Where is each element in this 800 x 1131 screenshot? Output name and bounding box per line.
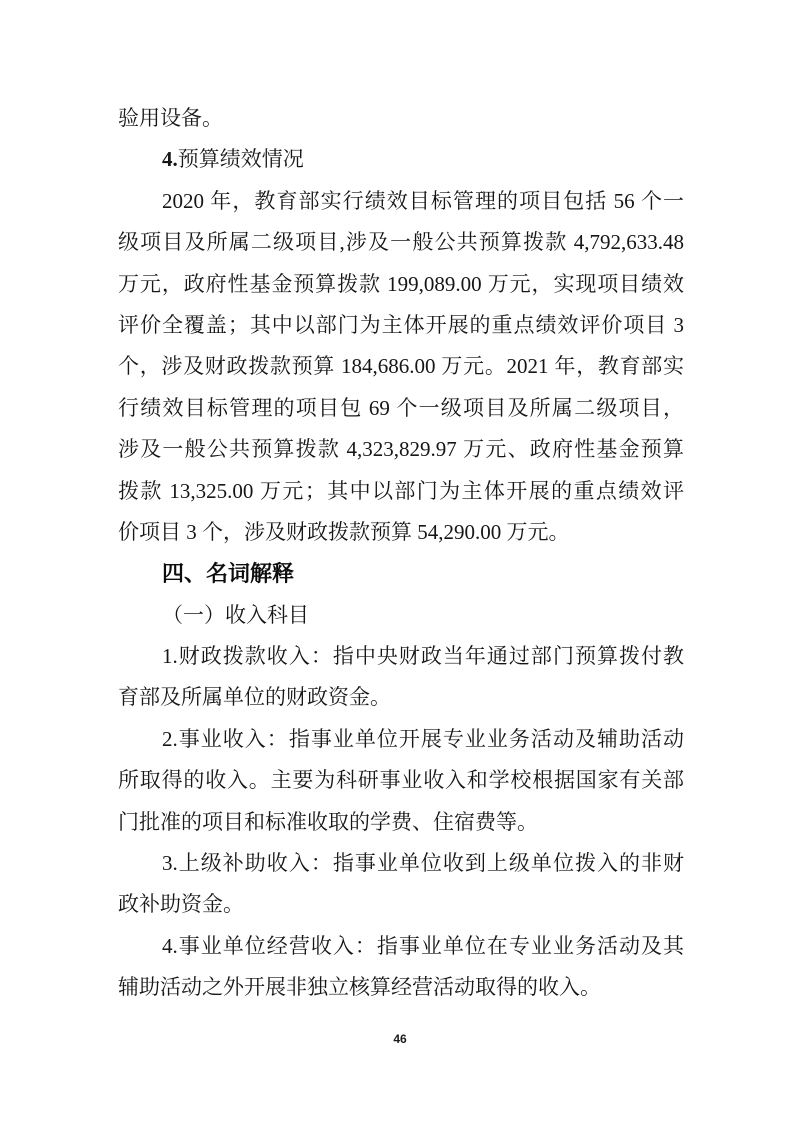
definition-line: 育部及所属单位的财政资金。 — [118, 685, 391, 710]
subsection-heading-4 — [118, 139, 684, 180]
page-content — [118, 98, 684, 1009]
text-line: 个，涉及财政拨款预算 184,686.00 万元。2021 年，教育部实 — [118, 354, 684, 379]
definition-line: 门批准的项目和标准收取的学费、住宿费等。 — [118, 809, 538, 834]
subsection-number: 4. — [162, 147, 178, 172]
definition-line: 1.财政拨款收入：指中央财政当年通过部门预算拨付教 — [162, 644, 684, 669]
text-line: 2020 年，教育部实行绩效目标管理的项目包括 56 个一 — [162, 188, 684, 213]
definition-line: 辅助活动之外开展非独立核算经营活动取得的收入。 — [118, 975, 601, 1000]
page-number: 46 — [393, 1032, 407, 1046]
subsection-heading-income: （一）收入科目 — [162, 602, 309, 627]
text-line: 行绩效目标管理的项目包 69 个一级项目及所属二级项目， — [118, 395, 684, 420]
definition-line: 2.事业收入：指事业单位开展专业业务活动及辅助活动 — [162, 726, 684, 751]
definition-line: 所取得的收入。主要为科研事业收入和学校根据国家有关部 — [118, 768, 684, 793]
subsection-title: 预算绩效情况 — [177, 147, 304, 172]
definition-line: 3.上级补助收入：指事业单位收到上级单位拨入的非财 — [162, 851, 684, 876]
text-line: 价项目 3 个，涉及财政拨款预算 54,290.00 万元。 — [118, 519, 570, 544]
definition-line: 政补助资金。 — [118, 892, 244, 917]
text-line: 拨款 13,325.00 万元；其中以部门为主体开展的重点绩效评 — [118, 478, 684, 503]
text-line: 万元，政府性基金预算拨款 199,089.00 万元，实现项目绩效 — [118, 271, 684, 296]
paragraph-continuation-line: 验用设备。 — [118, 106, 223, 130]
definition-line: 4.事业单位经营收入：指事业单位在专业业务活动及其 — [162, 933, 684, 958]
text-line: 涉及一般公共预算拨款 4,323,829.97 万元、政府性基金预算 — [118, 437, 684, 462]
section-heading-glossary: 四、名词解释 — [162, 561, 295, 587]
text-line: 评价全覆盖；其中以部门为主体开展的重点绩效评价项目 3 — [118, 312, 684, 337]
text-line: 级项目及所属二级项目,涉及一般公共预算拨款 4,792,633.48 — [118, 230, 684, 255]
page-footer — [0, 1032, 800, 1046]
